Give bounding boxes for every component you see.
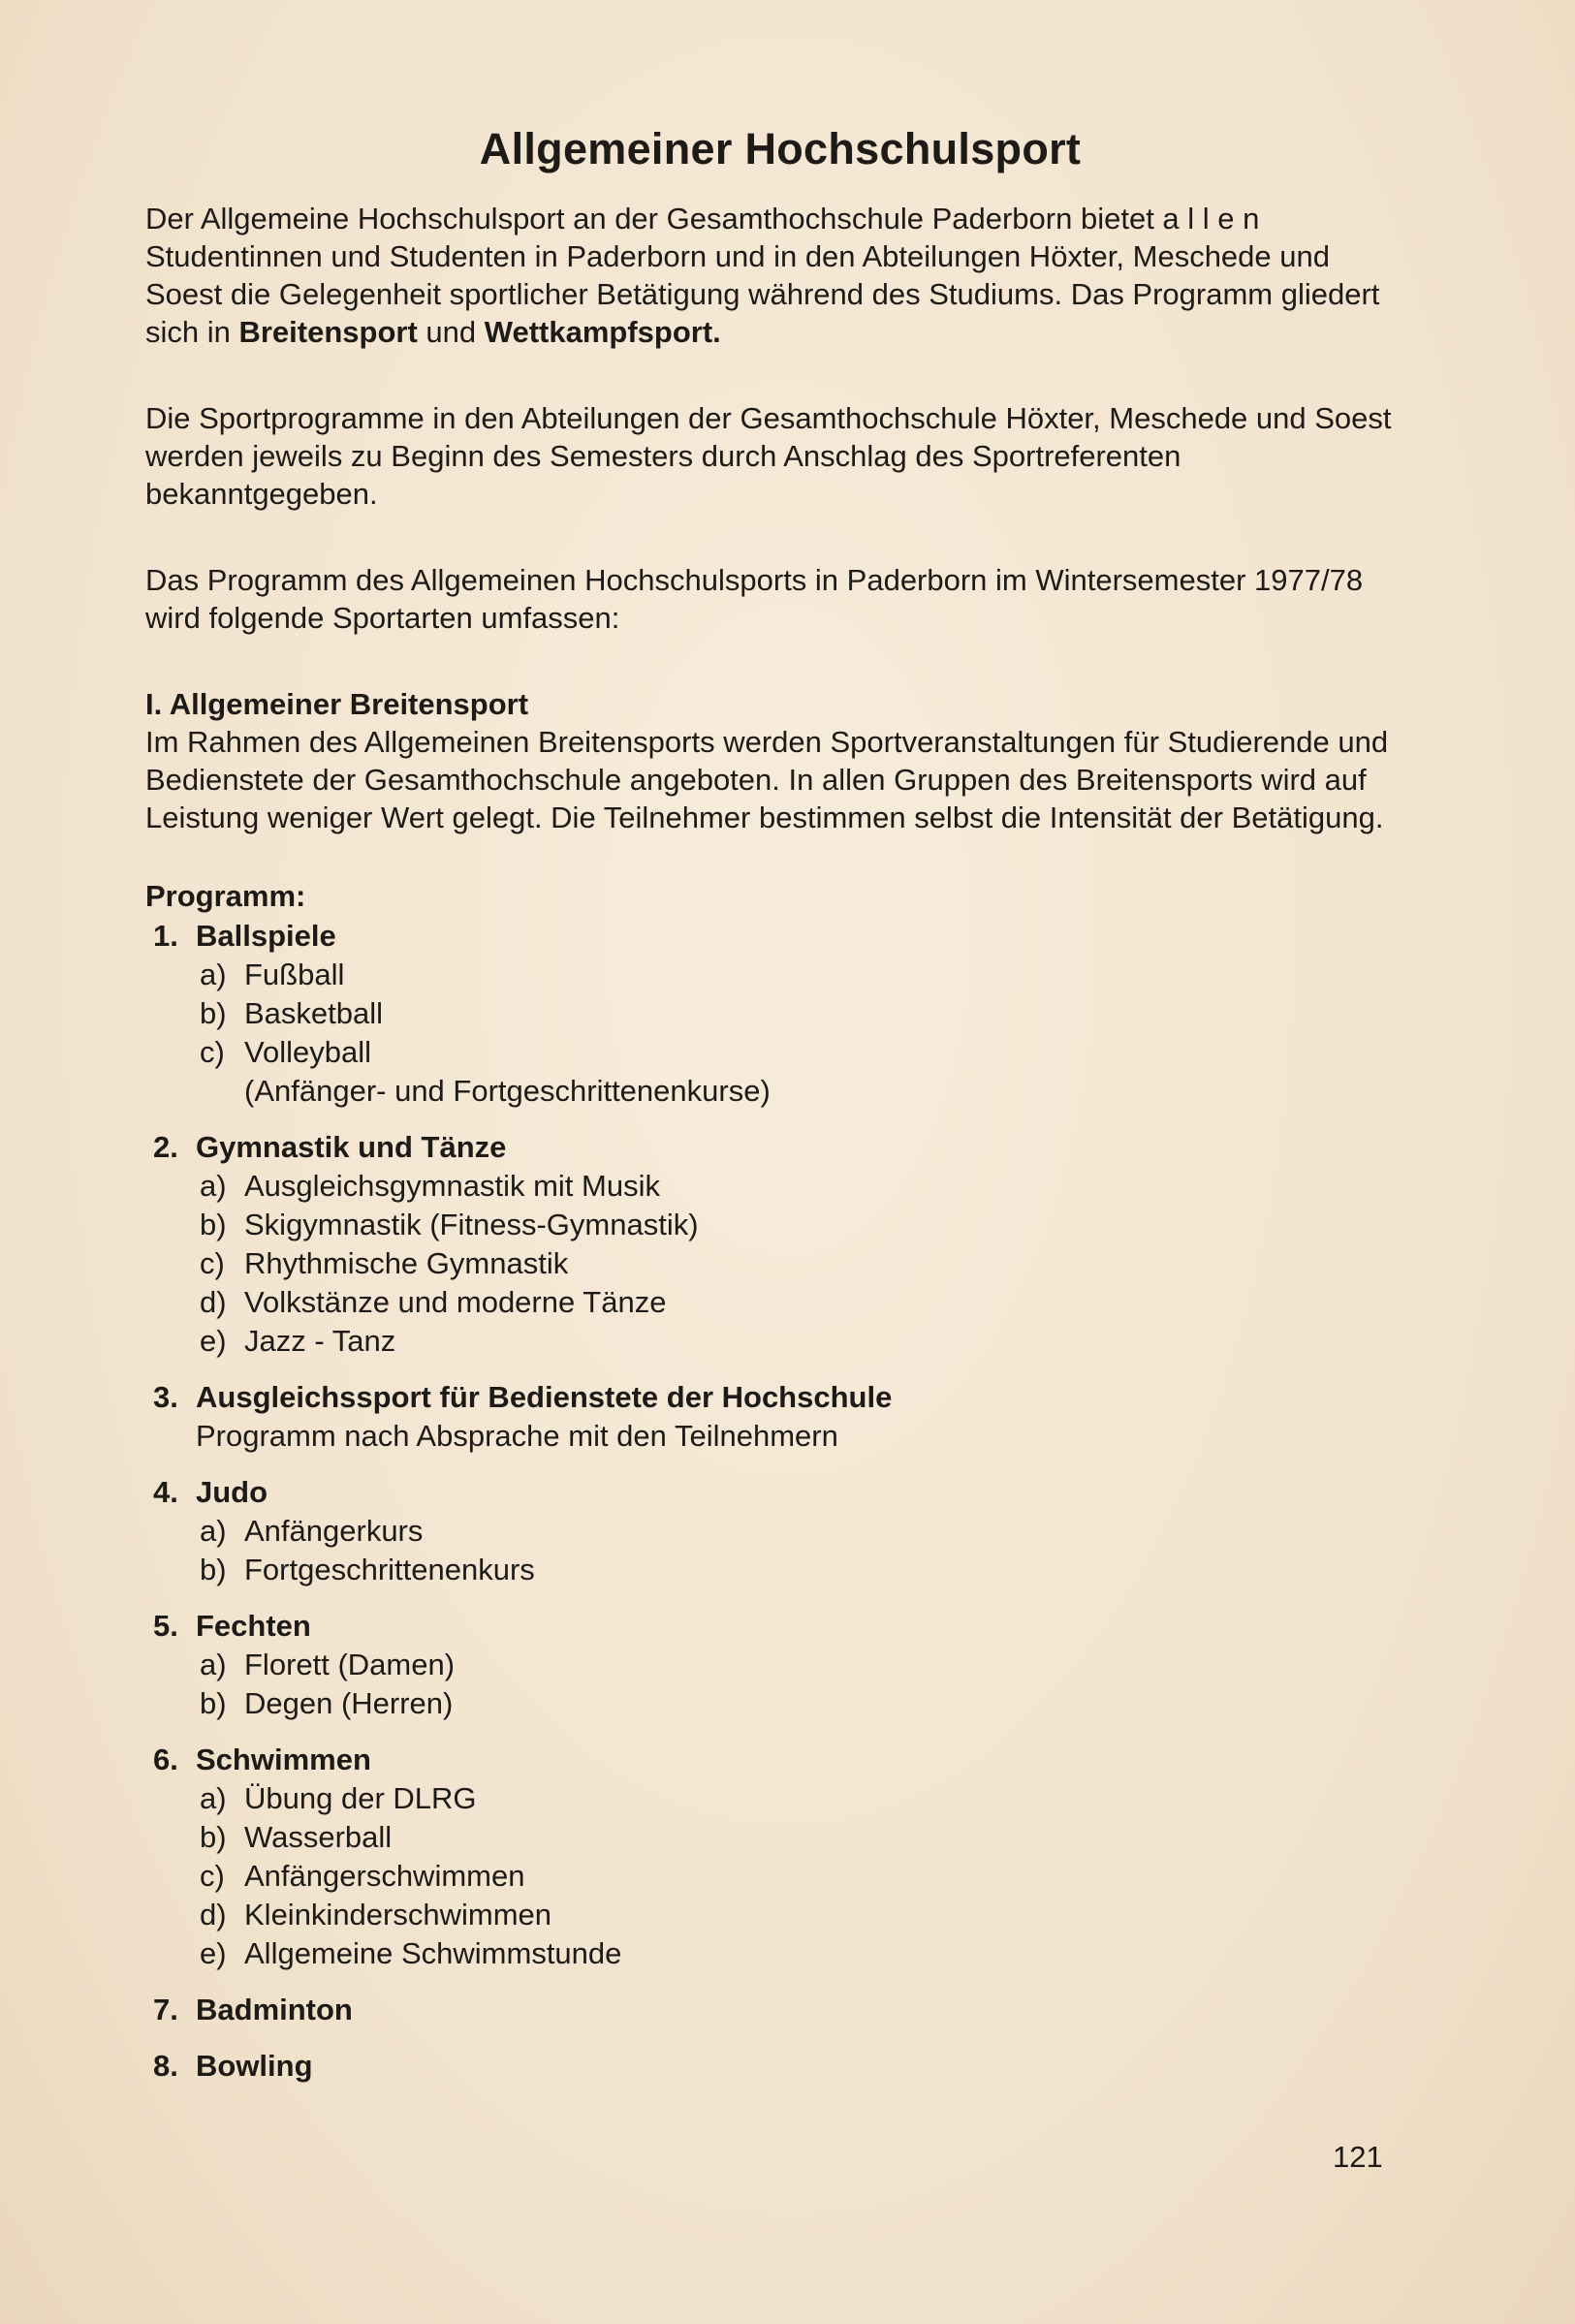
sub-item-text: Allgemeine Schwimmstunde xyxy=(244,1936,622,1970)
program-item-heading xyxy=(145,1378,1396,1417)
sub-item-text: Fortgeschrittenenkurs xyxy=(244,1553,535,1586)
intro-bold-wettkampfsport: Wettkampfsport. xyxy=(484,315,721,349)
program-item xyxy=(145,1473,1396,1589)
program-item-number: 2. xyxy=(153,1130,178,1164)
sub-item-letter: d) xyxy=(200,1898,227,1931)
sub-item-letter: b) xyxy=(200,996,227,1030)
sub-item-text: Basketball xyxy=(244,996,384,1030)
program-item-name: Gymnastik und Tänze xyxy=(196,1130,507,1164)
program-item-name: Ballspiele xyxy=(196,919,336,953)
sub-item-list xyxy=(145,1779,1396,1973)
program-item xyxy=(145,917,1396,1111)
sub-item-list xyxy=(145,1167,1396,1361)
sub-item-letter: e) xyxy=(200,1324,227,1358)
sub-item xyxy=(200,1206,1396,1244)
sub-item-letter: a) xyxy=(200,1648,227,1681)
program-item-heading xyxy=(145,917,1396,956)
sub-item-text: Kleinkinderschwimmen xyxy=(244,1898,552,1931)
sub-item-text: Volleyball xyxy=(244,1035,371,1069)
program-item-description: Programm nach Absprache mit den Teilnehmern xyxy=(196,1419,838,1453)
sub-item xyxy=(200,1857,1396,1896)
program-item xyxy=(145,1991,1396,2029)
sub-item-text: Übung der DLRG xyxy=(244,1781,477,1815)
program-item-name: Ausgleichssport für Bedienstete der Hochschule xyxy=(196,1380,893,1414)
sub-item-text: Rhythmische Gymnastik xyxy=(244,1246,569,1280)
sub-item-letter: a) xyxy=(200,958,227,991)
sub-item-letter: a) xyxy=(200,1781,227,1815)
page-title: Allgemeiner Hochschulsport xyxy=(479,124,1082,173)
sub-item-letter: b) xyxy=(200,1820,227,1854)
sub-item-list xyxy=(145,1646,1396,1723)
sub-item-list xyxy=(145,956,1396,1111)
sub-item xyxy=(200,1646,1396,1684)
sub-item xyxy=(200,1934,1396,1973)
section-title: I. Allgemeiner Breitensport xyxy=(145,687,529,721)
program-item-heading xyxy=(145,1128,1396,1167)
program-item-number: 7. xyxy=(153,1993,178,2026)
program-item-number: 8. xyxy=(153,2049,178,2083)
program-item xyxy=(145,2047,1396,2086)
sub-item-text: Fußball xyxy=(244,958,345,991)
sub-item xyxy=(200,994,1396,1033)
sub-item-text: Anfängerkurs xyxy=(244,1514,424,1548)
program-list xyxy=(145,917,1396,2086)
sub-item-letter: c) xyxy=(200,1246,225,1280)
intro-paragraph-3: Das Programm des Allgemeinen Hochschulsports in Paderborn im Wintersemester 1977/78 wird folgende Sportarten umfassen: xyxy=(145,563,1364,635)
program-item-heading xyxy=(145,1991,1396,2029)
program-item-heading xyxy=(145,1607,1396,1646)
sub-item-text: Degen (Herren) xyxy=(244,1686,454,1720)
sub-item-text: Florett (Damen) xyxy=(244,1648,456,1681)
program-item-heading xyxy=(145,1741,1396,1779)
section-breitensport xyxy=(145,685,1396,836)
sub-item-continuation: (Anfänger- und Fortgeschrittenenkurse) xyxy=(244,1074,771,1108)
sub-item-text: Volkstänze und moderne Tänze xyxy=(244,1285,667,1319)
sub-item xyxy=(200,1684,1396,1723)
program-item xyxy=(145,1607,1396,1723)
program-item-name: Bowling xyxy=(196,2049,313,2083)
sub-item xyxy=(200,1283,1396,1322)
sub-item xyxy=(200,1896,1396,1934)
sub-item-letter: a) xyxy=(200,1514,227,1548)
sub-item-letter: a) xyxy=(200,1169,227,1203)
page-number: 121 xyxy=(1333,2140,1383,2174)
sub-item-letter: c) xyxy=(200,1035,225,1069)
program-label: Programm: xyxy=(145,879,306,913)
intro-text: Der Allgemeine Hochschulsport an der Gesamthochschule Paderborn bietet a l l e n Studentinnen und Studenten in Paderborn und in den Abteilungen Höxter, Meschede und Soest die Gelegenheit sportlicher Betätigung während des Studiums. Das Programm gliedert sich in xyxy=(145,202,1380,349)
sub-item-letter: b) xyxy=(200,1553,227,1586)
sub-item xyxy=(200,1033,1396,1072)
sub-item-text: Ausgleichsgymnastik mit Musik xyxy=(244,1169,660,1203)
sub-item xyxy=(200,1779,1396,1818)
sub-item-text: Anfängerschwimmen xyxy=(244,1859,525,1893)
program-item xyxy=(145,1378,1396,1456)
sub-item-list xyxy=(145,1512,1396,1589)
program-item xyxy=(145,1128,1396,1361)
sub-item xyxy=(200,1244,1396,1283)
sub-item xyxy=(200,1167,1396,1206)
program-item-number: 6. xyxy=(153,1743,178,1776)
sub-item-letter: e) xyxy=(200,1936,227,1970)
program-item-number: 5. xyxy=(153,1609,178,1643)
sub-item-letter: b) xyxy=(200,1208,227,1241)
program-item-name: Schwimmen xyxy=(196,1743,371,1776)
intro-paragraph-1 xyxy=(145,200,1396,351)
sub-item xyxy=(200,1322,1396,1361)
program-item-number: 1. xyxy=(153,919,178,953)
program-item-name: Judo xyxy=(196,1475,268,1509)
program-item-number: 3. xyxy=(153,1380,178,1414)
program-item-heading xyxy=(145,2047,1396,2086)
sub-item-letter: c) xyxy=(200,1859,225,1893)
sub-item-letter: d) xyxy=(200,1285,227,1319)
intro-connector: und xyxy=(417,315,485,349)
program-item-number: 4. xyxy=(153,1475,178,1509)
sub-item-text: Skigymnastik (Fitness-Gymnastik) xyxy=(244,1208,699,1241)
sub-item xyxy=(200,1551,1396,1589)
sub-item-text: Jazz - Tanz xyxy=(244,1324,396,1358)
sub-item xyxy=(200,956,1396,994)
program-item-heading xyxy=(145,1473,1396,1512)
section-text: Im Rahmen des Allgemeinen Breitensports werden Sportveranstaltungen für Studierende und Bedienstete der Gesamthochschule angeboten. In allen Gruppen des Breitensports wird auf Leistung weniger Wert gelegt. Die Teilnehmer bestimmen selbst die Intensität der Betätigung. xyxy=(145,725,1389,834)
page-content xyxy=(145,124,1396,2103)
sub-item xyxy=(200,1818,1396,1857)
sub-item-text: Wasserball xyxy=(244,1820,393,1854)
intro-bold-breitensport: Breitensport xyxy=(238,315,418,349)
program-item-name: Badminton xyxy=(196,1993,353,2026)
program-item xyxy=(145,1741,1396,1973)
intro-paragraph-2: Die Sportprogramme in den Abteilungen der Gesamthochschule Höxter, Meschede und Soest werden jeweils zu Beginn des Semesters durch Anschlag des Sportreferenten bekanntgegeben. xyxy=(145,401,1392,511)
program-item-name: Fechten xyxy=(196,1609,311,1643)
sub-item-letter: b) xyxy=(200,1686,227,1720)
sub-item xyxy=(200,1512,1396,1551)
